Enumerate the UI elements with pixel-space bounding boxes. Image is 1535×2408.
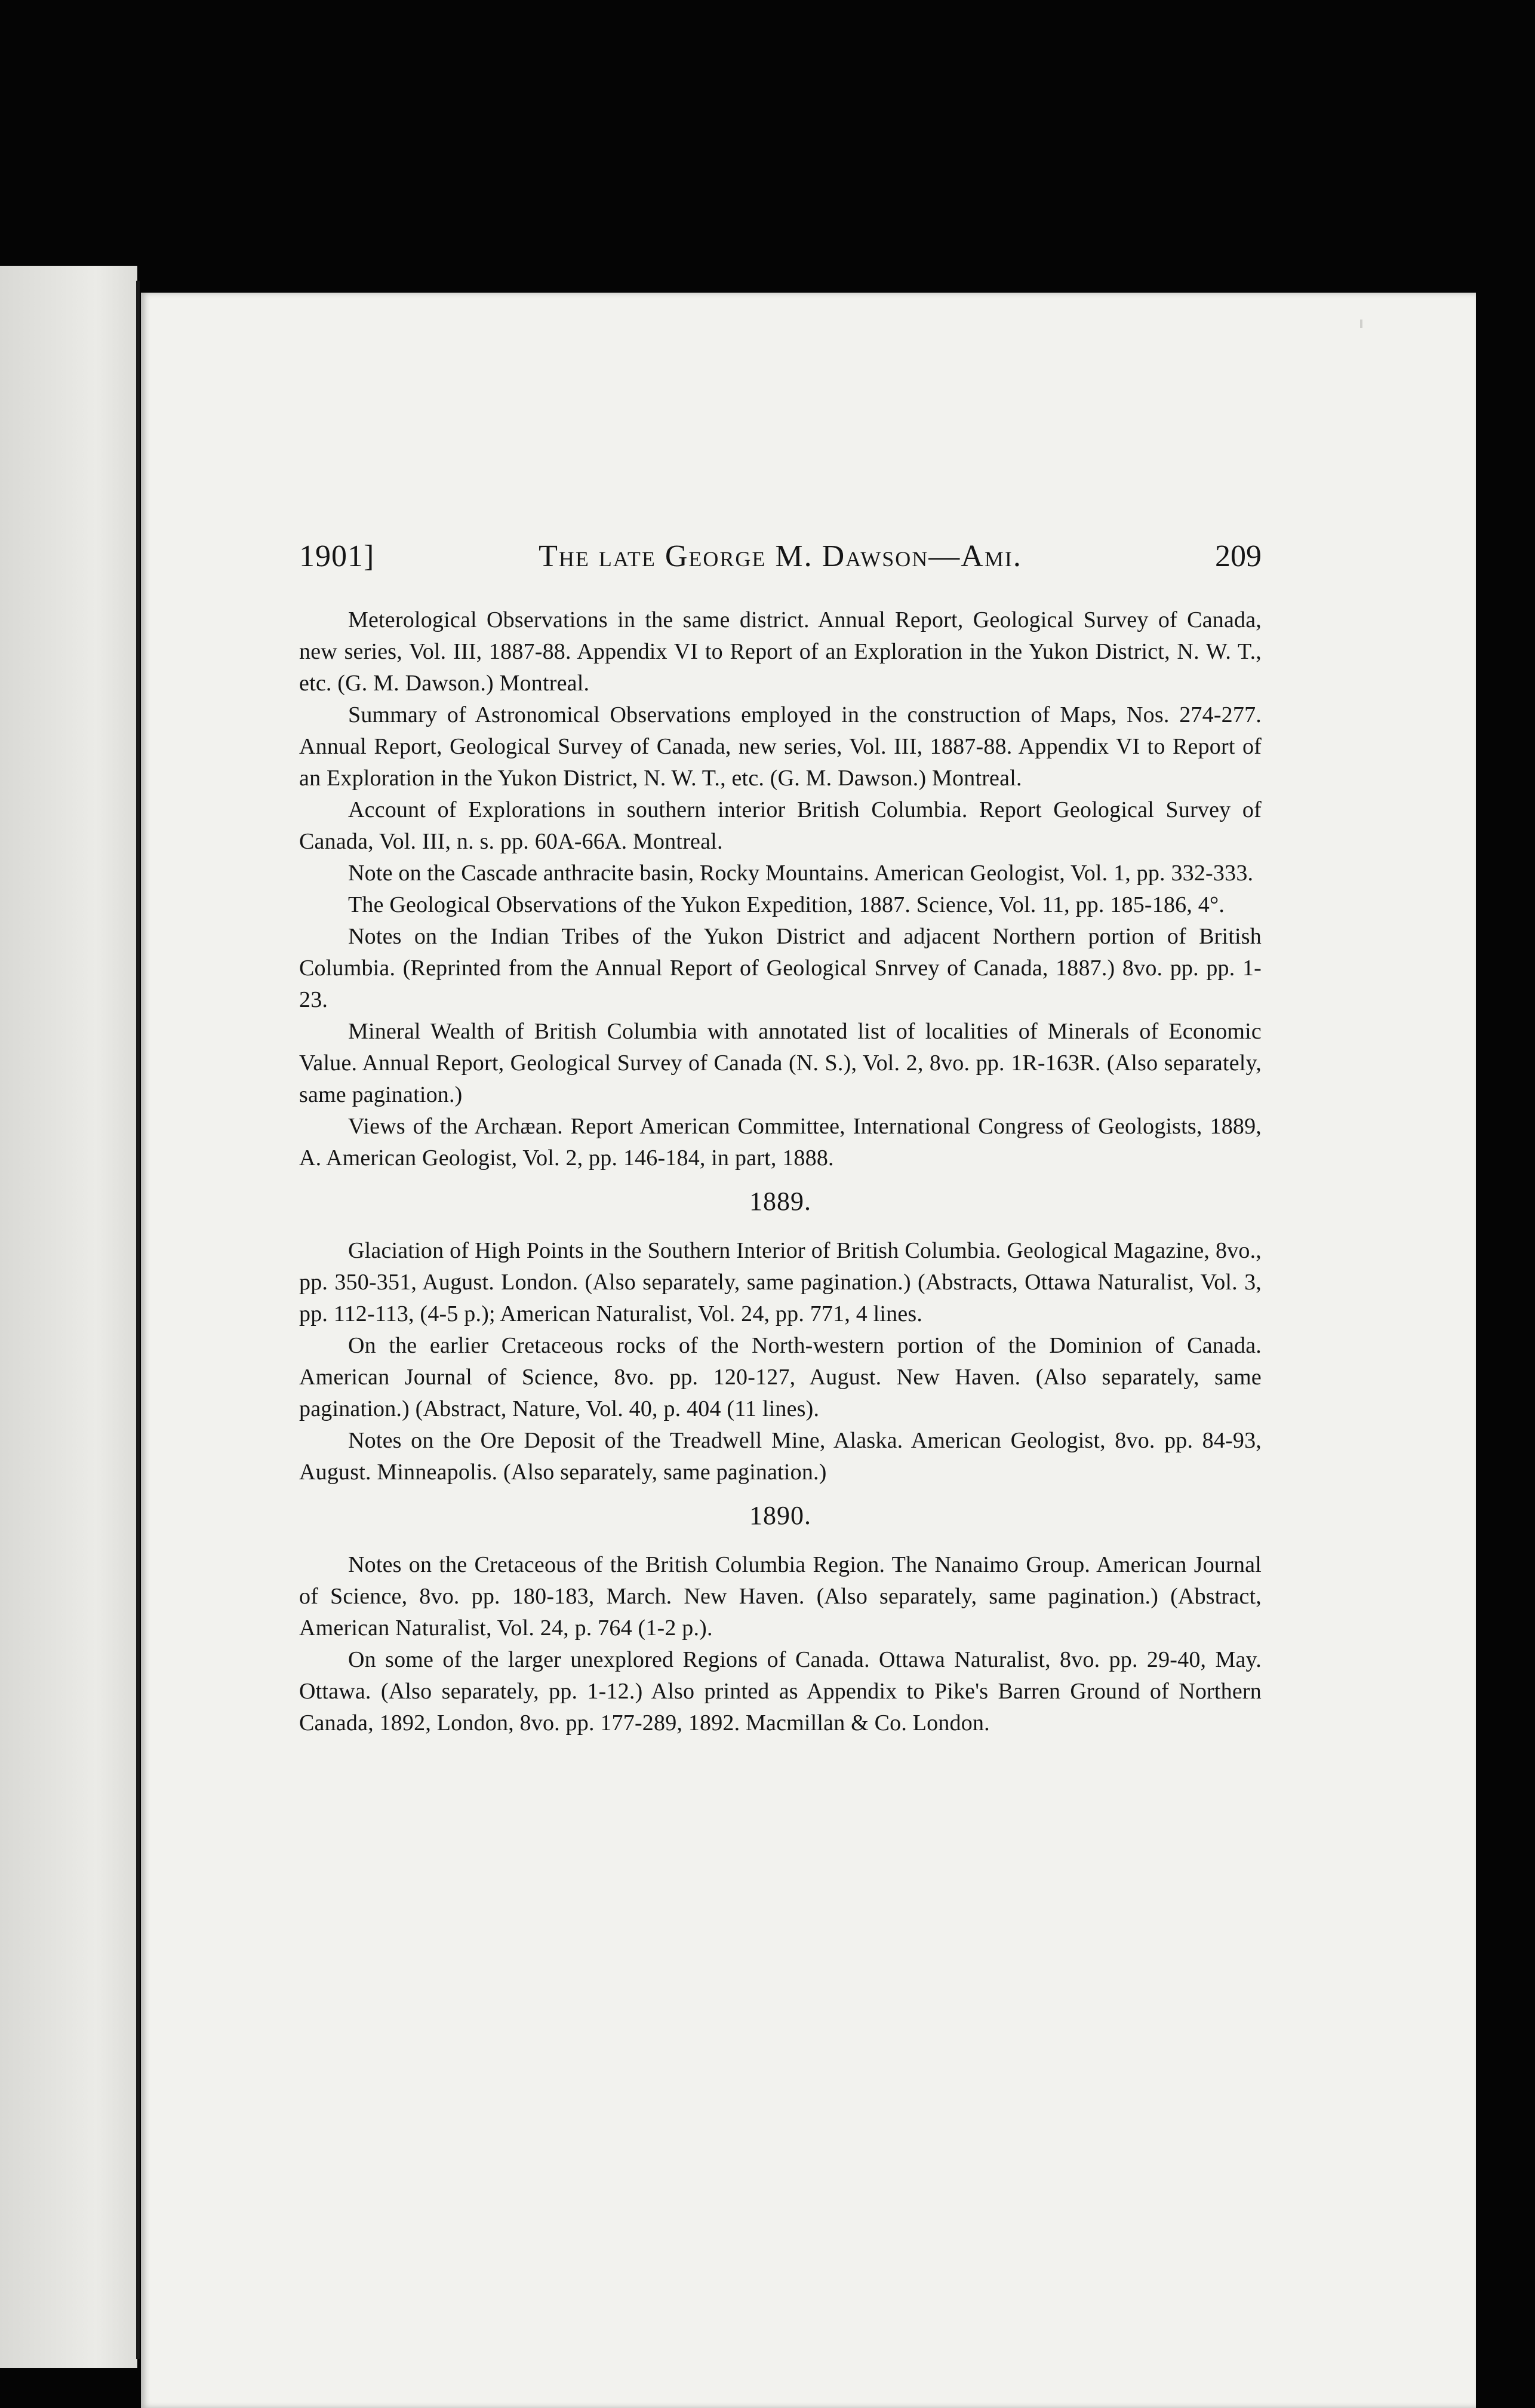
bibliography-entry: Mineral Wealth of British Columbia with annotated list of localities of Minerals of Economic Value. Annual Report, Geological Survey of Canada (N. S.), Vol. 2, 8vo. pp. 1R-163R. (Also separately, same pagination.): [299, 1019, 1262, 1107]
bibliography-entry: On the earlier Cretaceous rocks of the North-western portion of the Dominion of Canada. American Journal of Science, 8vo. pp. 120-127, August. New Haven. (Also separately, same pagination.) (Abstract, Nature, Vol. 40, p. 404 (11 lines).: [299, 1333, 1262, 1421]
bibliography-entry: Notes on the Indian Tribes of the Yukon District and adjacent Northern portion of British Columbia. (Reprinted from the Annual Report of Geological Snrvey of Canada, 1887.) 8vo. pp. pp. 1-23.: [299, 924, 1262, 1012]
year-heading-1889: 1889.: [749, 1187, 811, 1216]
running-header: [299, 539, 1262, 575]
bibliography-entry: Notes on the Cretaceous of the British Columbia Region. The Nanaimo Group. American Journal of Science, 8vo. pp. 180-183, March. New Haven. (Also separately, same pagination.) (Abstract, American Naturalist, Vol. 24, p. 764 (1-2 p.).: [299, 1552, 1262, 1641]
bibliography-entry: Views of the Archæan. Report American Committee, International Congress of Geologists, 1889, A. American Geologist, Vol. 2, pp. 146-184, in part, 1888.: [299, 1114, 1262, 1171]
bibliography-entry: Summary of Astronomical Observations employed in the construction of Maps, Nos. 274-277. Annual Report, Geological Survey of Canada, new series, Vol. III, 1887-88. Appendix VI to Report of an Exploration in the Yukon District, N. W. T., etc. (G. M. Dawson.) Montreal.: [299, 702, 1262, 791]
bibliography-entry: Note on the Cascade anthracite basin, Rocky Mountains. American Geologist, Vol. 1, pp. 332-333.: [348, 861, 1254, 886]
book-gutter: [136, 281, 140, 2359]
year-heading-1890: 1890.: [749, 1501, 811, 1530]
book-page: [141, 293, 1476, 2408]
bibliography-entry: Account of Explorations in southern interior British Columbia. Report Geological Survey of Canada, Vol. III, n. s. pp. 60A-66A. Montreal.: [299, 797, 1262, 854]
bibliography-entry: Notes on the Ore Deposit of the Treadwell Mine, Alaska. American Geologist, 8vo. pp. 84-93, August. Minneapolis. (Also separately, same pagination.): [299, 1428, 1262, 1485]
bibliography-list: [299, 604, 1262, 1739]
bibliography-entry: On some of the larger unexplored Regions of Canada. Ottawa Naturalist, 8vo. pp. 29-40, May. Ottawa. (Also separately, pp. 1-12.) Also printed as Appendix to Pike's Barren Ground of Northern Canada, 1892, London, 8vo. pp. 177-289, 1892. Macmillan & Co. London.: [299, 1647, 1262, 1736]
header-year: 1901]: [299, 539, 375, 573]
header-title: The late George M. Dawson—Ami.: [539, 539, 1022, 573]
bibliography-entry: The Geological Observations of the Yukon Expedition, 1887. Science, Vol. 11, pp. 185-186, 4°.: [348, 892, 1225, 917]
bibliography-entry: Meterological Observations in the same district. Annual Report, Geological Survey of Canada, new series, Vol. III, 1887-88. Appendix VI to Report of an Exploration in the Yukon District, N. W. T., etc. (G. M. Dawson.) Montreal.: [299, 607, 1262, 696]
paper-speck: [1360, 320, 1362, 328]
facing-page-edge: [0, 266, 137, 2368]
bibliography-entry: Glaciation of High Points in the Southern Interior of British Columbia. Geological Magazine, 8vo., pp. 350-351, August. London. (Also separately, same pagination.) (Abstracts, Ottawa Naturalist, Vol. 3, pp. 112-113, (4-5 p.); American Naturalist, Vol. 24, pp. 771, 4 lines.: [299, 1238, 1262, 1326]
page-number: 209: [1215, 539, 1262, 573]
